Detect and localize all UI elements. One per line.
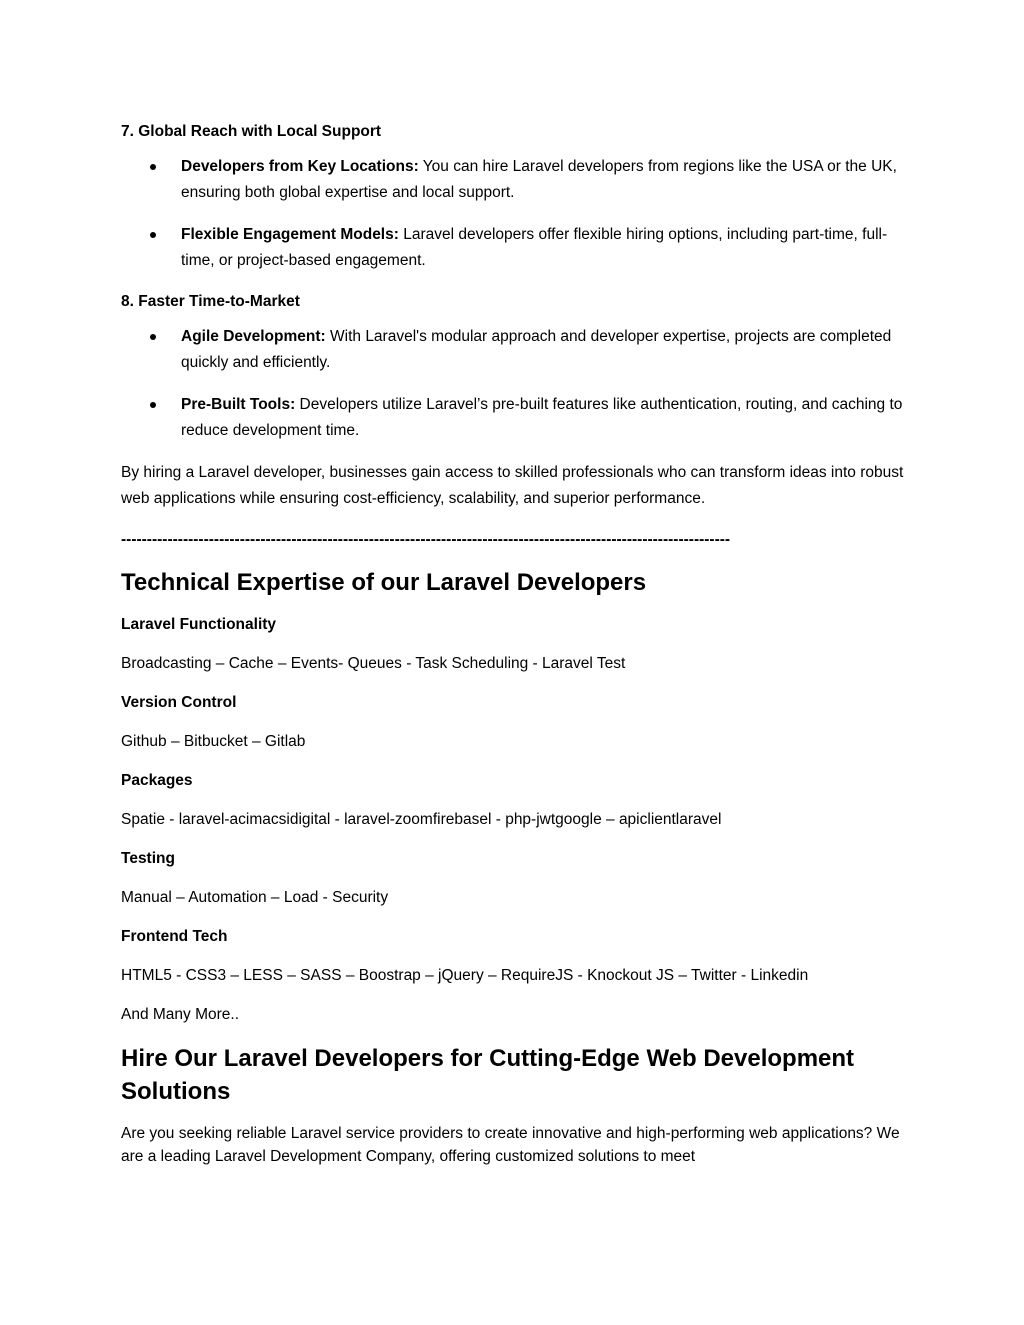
- expertise-label: Laravel Functionality: [121, 616, 277, 633]
- hire-title: Hire Our Laravel Developers for Cutting-Edge Web Development Solutions: [121, 1045, 855, 1105]
- list-item-term: Developers from Key Locations:: [181, 158, 419, 175]
- list-item: [121, 392, 911, 444]
- list-item-text: Laravel developers offer flexible hiring options, including part-time, full-time, or project-based engagement.: [181, 226, 888, 269]
- section-heading-global-reach: 7. Global Reach with Local Support: [121, 123, 382, 140]
- expertise-group: [121, 769, 911, 832]
- and-many-more-text: And Many More..: [121, 1006, 240, 1023]
- expertise-title: Technical Expertise of our Laravel Developers: [121, 569, 647, 596]
- list-item: [121, 154, 911, 206]
- list-item-term: Agile Development:: [181, 328, 326, 345]
- expertise-label: Version Control: [121, 694, 237, 711]
- expertise-value: Github – Bitbucket – Gitlab: [121, 733, 306, 750]
- bullet-list-time-to-market: [121, 324, 911, 444]
- list-item-text: Developers utilize Laravel’s pre-built features like authentication, routing, and caching to reduce development time.: [181, 396, 903, 439]
- list-item: [121, 222, 911, 274]
- expertise-group: [121, 613, 911, 676]
- expertise-label: Testing: [121, 850, 175, 867]
- bullet-icon: [150, 402, 156, 408]
- expertise-label: Packages: [121, 772, 193, 789]
- list-item-text: With Laravel's modular approach and developer expertise, projects are completed quickly and efficiently.: [181, 328, 892, 371]
- bullet-icon: [150, 164, 156, 170]
- expertise-group: [121, 691, 911, 754]
- expertise-value: Spatie - laravel-acimacsidigital - laravel-zoomfirebasel - php-jwtgoogle – apiclientlaravel: [121, 811, 722, 828]
- section-heading-time-to-market: 8. Faster Time-to-Market: [121, 293, 300, 310]
- summary-paragraph: By hiring a Laravel developer, businesses gain access to skilled professionals who can transform ideas into robust web applications while ensuring cost-efficiency, scalability, and superior performance.: [121, 464, 904, 507]
- document-page: [121, 120, 911, 1168]
- expertise-label: Frontend Tech: [121, 928, 228, 945]
- bullet-icon: [150, 334, 156, 340]
- bullet-icon: [150, 232, 156, 238]
- expertise-value: Broadcasting – Cache – Events- Queues - Task Scheduling - Laravel Test: [121, 655, 626, 672]
- dashed-divider: ----------------------------------------------------------------------------------------------------------------------: [121, 531, 731, 548]
- expertise-group: [121, 847, 911, 910]
- list-item-term: Flexible Engagement Models:: [181, 226, 399, 243]
- expertise-value: HTML5 - CSS3 – LESS – SASS – Boostrap – jQuery – RequireJS - Knockout JS – Twitter - Linkedin: [121, 967, 809, 984]
- list-item-term: Pre-Built Tools:: [181, 396, 296, 413]
- expertise-value: Manual – Automation – Load - Security: [121, 889, 389, 906]
- expertise-group: [121, 925, 911, 988]
- bullet-list-global-reach: [121, 154, 911, 274]
- hire-intro-paragraph: Are you seeking reliable Laravel service providers to create innovative and high-performing web applications? We are a leading Laravel Development Company, offering customized solutions to meet: [121, 1125, 900, 1165]
- list-item: [121, 324, 911, 376]
- list-item-text: You can hire Laravel developers from regions like the USA or the UK, ensuring both global expertise and local support.: [181, 158, 897, 201]
